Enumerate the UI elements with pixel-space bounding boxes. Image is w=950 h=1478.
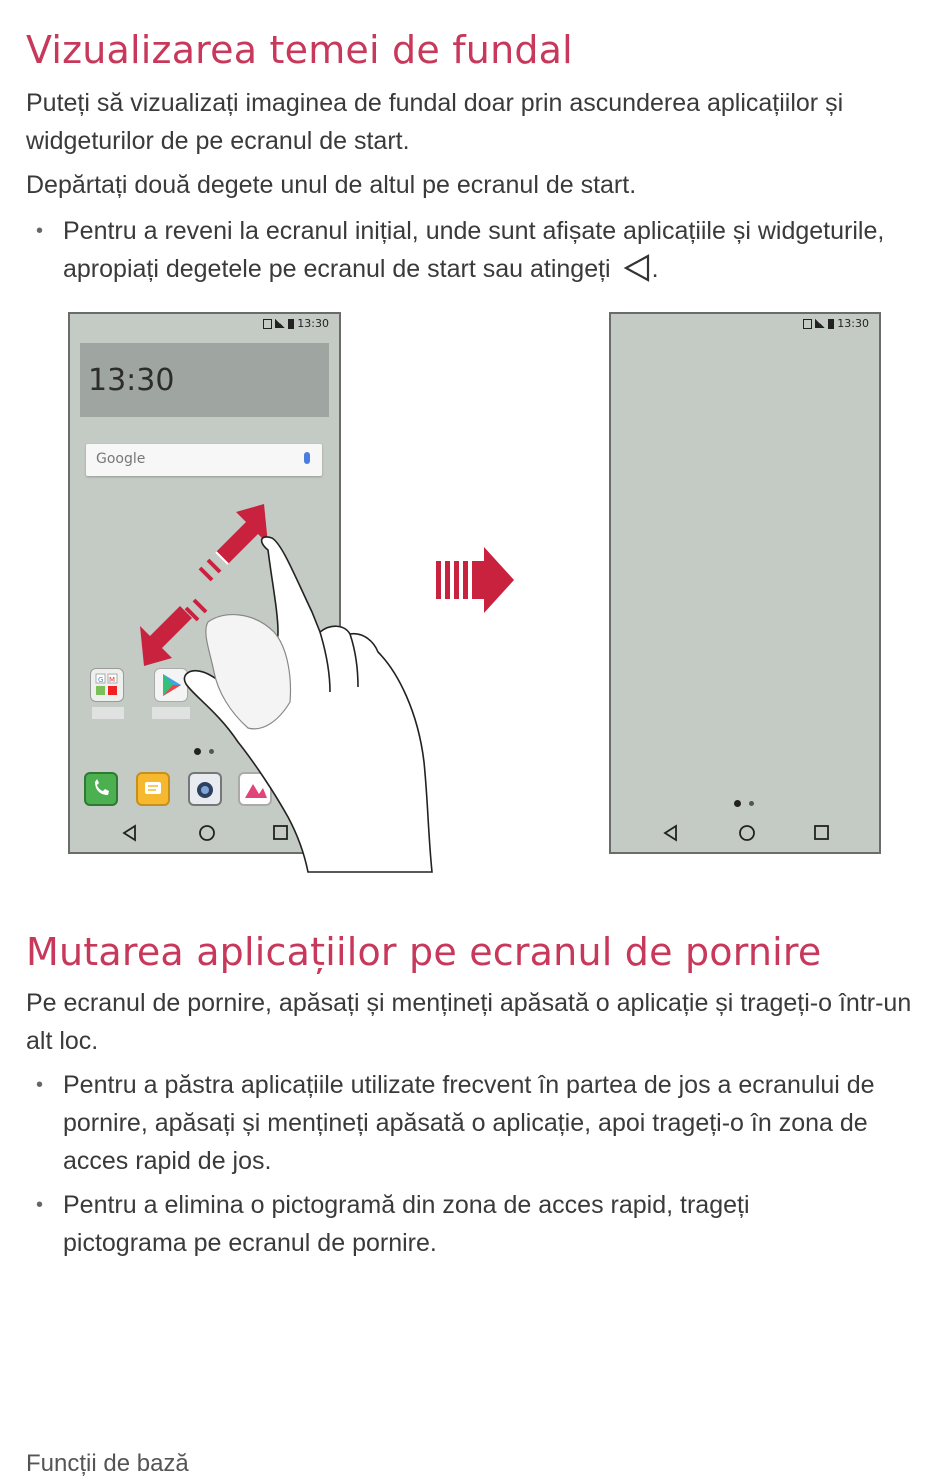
bullet-item xyxy=(26,1066,926,1180)
page-indicator xyxy=(734,800,754,807)
bullet-item xyxy=(26,212,906,288)
paragraph: Pe ecranul de pornire, apăsați și mențineți apăsată o aplicație și trageți-o într-un alt loc. xyxy=(26,989,912,1055)
bullet-text: Pentru a reveni la ecranul inițial, unde sunt afișate aplicațiile și widgeturile, apropiați degetele pe ecranul de start sau atingeți xyxy=(63,217,885,283)
paragraph: Puteți să vizualizați imaginea de fundal doar prin ascunderea aplicațiilor și widgeturilor de pe ecranul de start. xyxy=(26,89,844,155)
status-time: 13:30 xyxy=(837,317,869,330)
transition-arrow-icon xyxy=(436,547,516,613)
footer-section-name: Funcții de bază xyxy=(26,1450,189,1477)
bullet-text: Pentru a elimina o pictogramă din zona de acces rapid, trageți pictograma pe ecranul de pornire. xyxy=(63,1191,750,1257)
paragraph: Depărtați două degete unul de altul pe ecranul de start. xyxy=(26,171,637,199)
battery-icon xyxy=(828,319,834,329)
bullet-text: Pentru a păstra aplicațiile utilizate frecvent în partea de jos a ecranului de pornire, apăsați și mențineți apăsată o aplicație, apoi trageți-o în zona de acces rapid de jos. xyxy=(63,1071,875,1175)
status-bar xyxy=(803,317,869,330)
svg-text:G: G xyxy=(98,676,104,684)
section-title-wallpaper: Vizualizarea temei de fundal xyxy=(26,28,573,72)
back-icon[interactable] xyxy=(661,822,681,844)
google-logo: Google xyxy=(96,451,146,467)
svg-text:M: M xyxy=(109,676,116,684)
pinch-gesture-illustration xyxy=(68,312,448,882)
navigation-bar xyxy=(611,822,879,852)
signal-icon xyxy=(815,319,825,328)
section-title-move-apps: Mutarea aplicațiilor pe ecranul de pornire xyxy=(26,930,822,974)
arrow-down-left-icon xyxy=(140,600,206,666)
nfc-icon xyxy=(803,319,812,329)
status-time: 13:30 xyxy=(297,317,329,330)
back-icon xyxy=(622,253,652,283)
hand-icon xyxy=(184,537,432,872)
phone-screen-wallpaper xyxy=(609,312,881,854)
clock-widget[interactable]: 13:30 xyxy=(80,343,329,417)
bullet-item xyxy=(26,1186,846,1262)
recent-apps-icon[interactable] xyxy=(812,822,832,844)
home-icon[interactable] xyxy=(736,822,758,844)
bullet-text-end: . xyxy=(651,255,659,283)
arrow-up-right-icon xyxy=(200,504,268,580)
